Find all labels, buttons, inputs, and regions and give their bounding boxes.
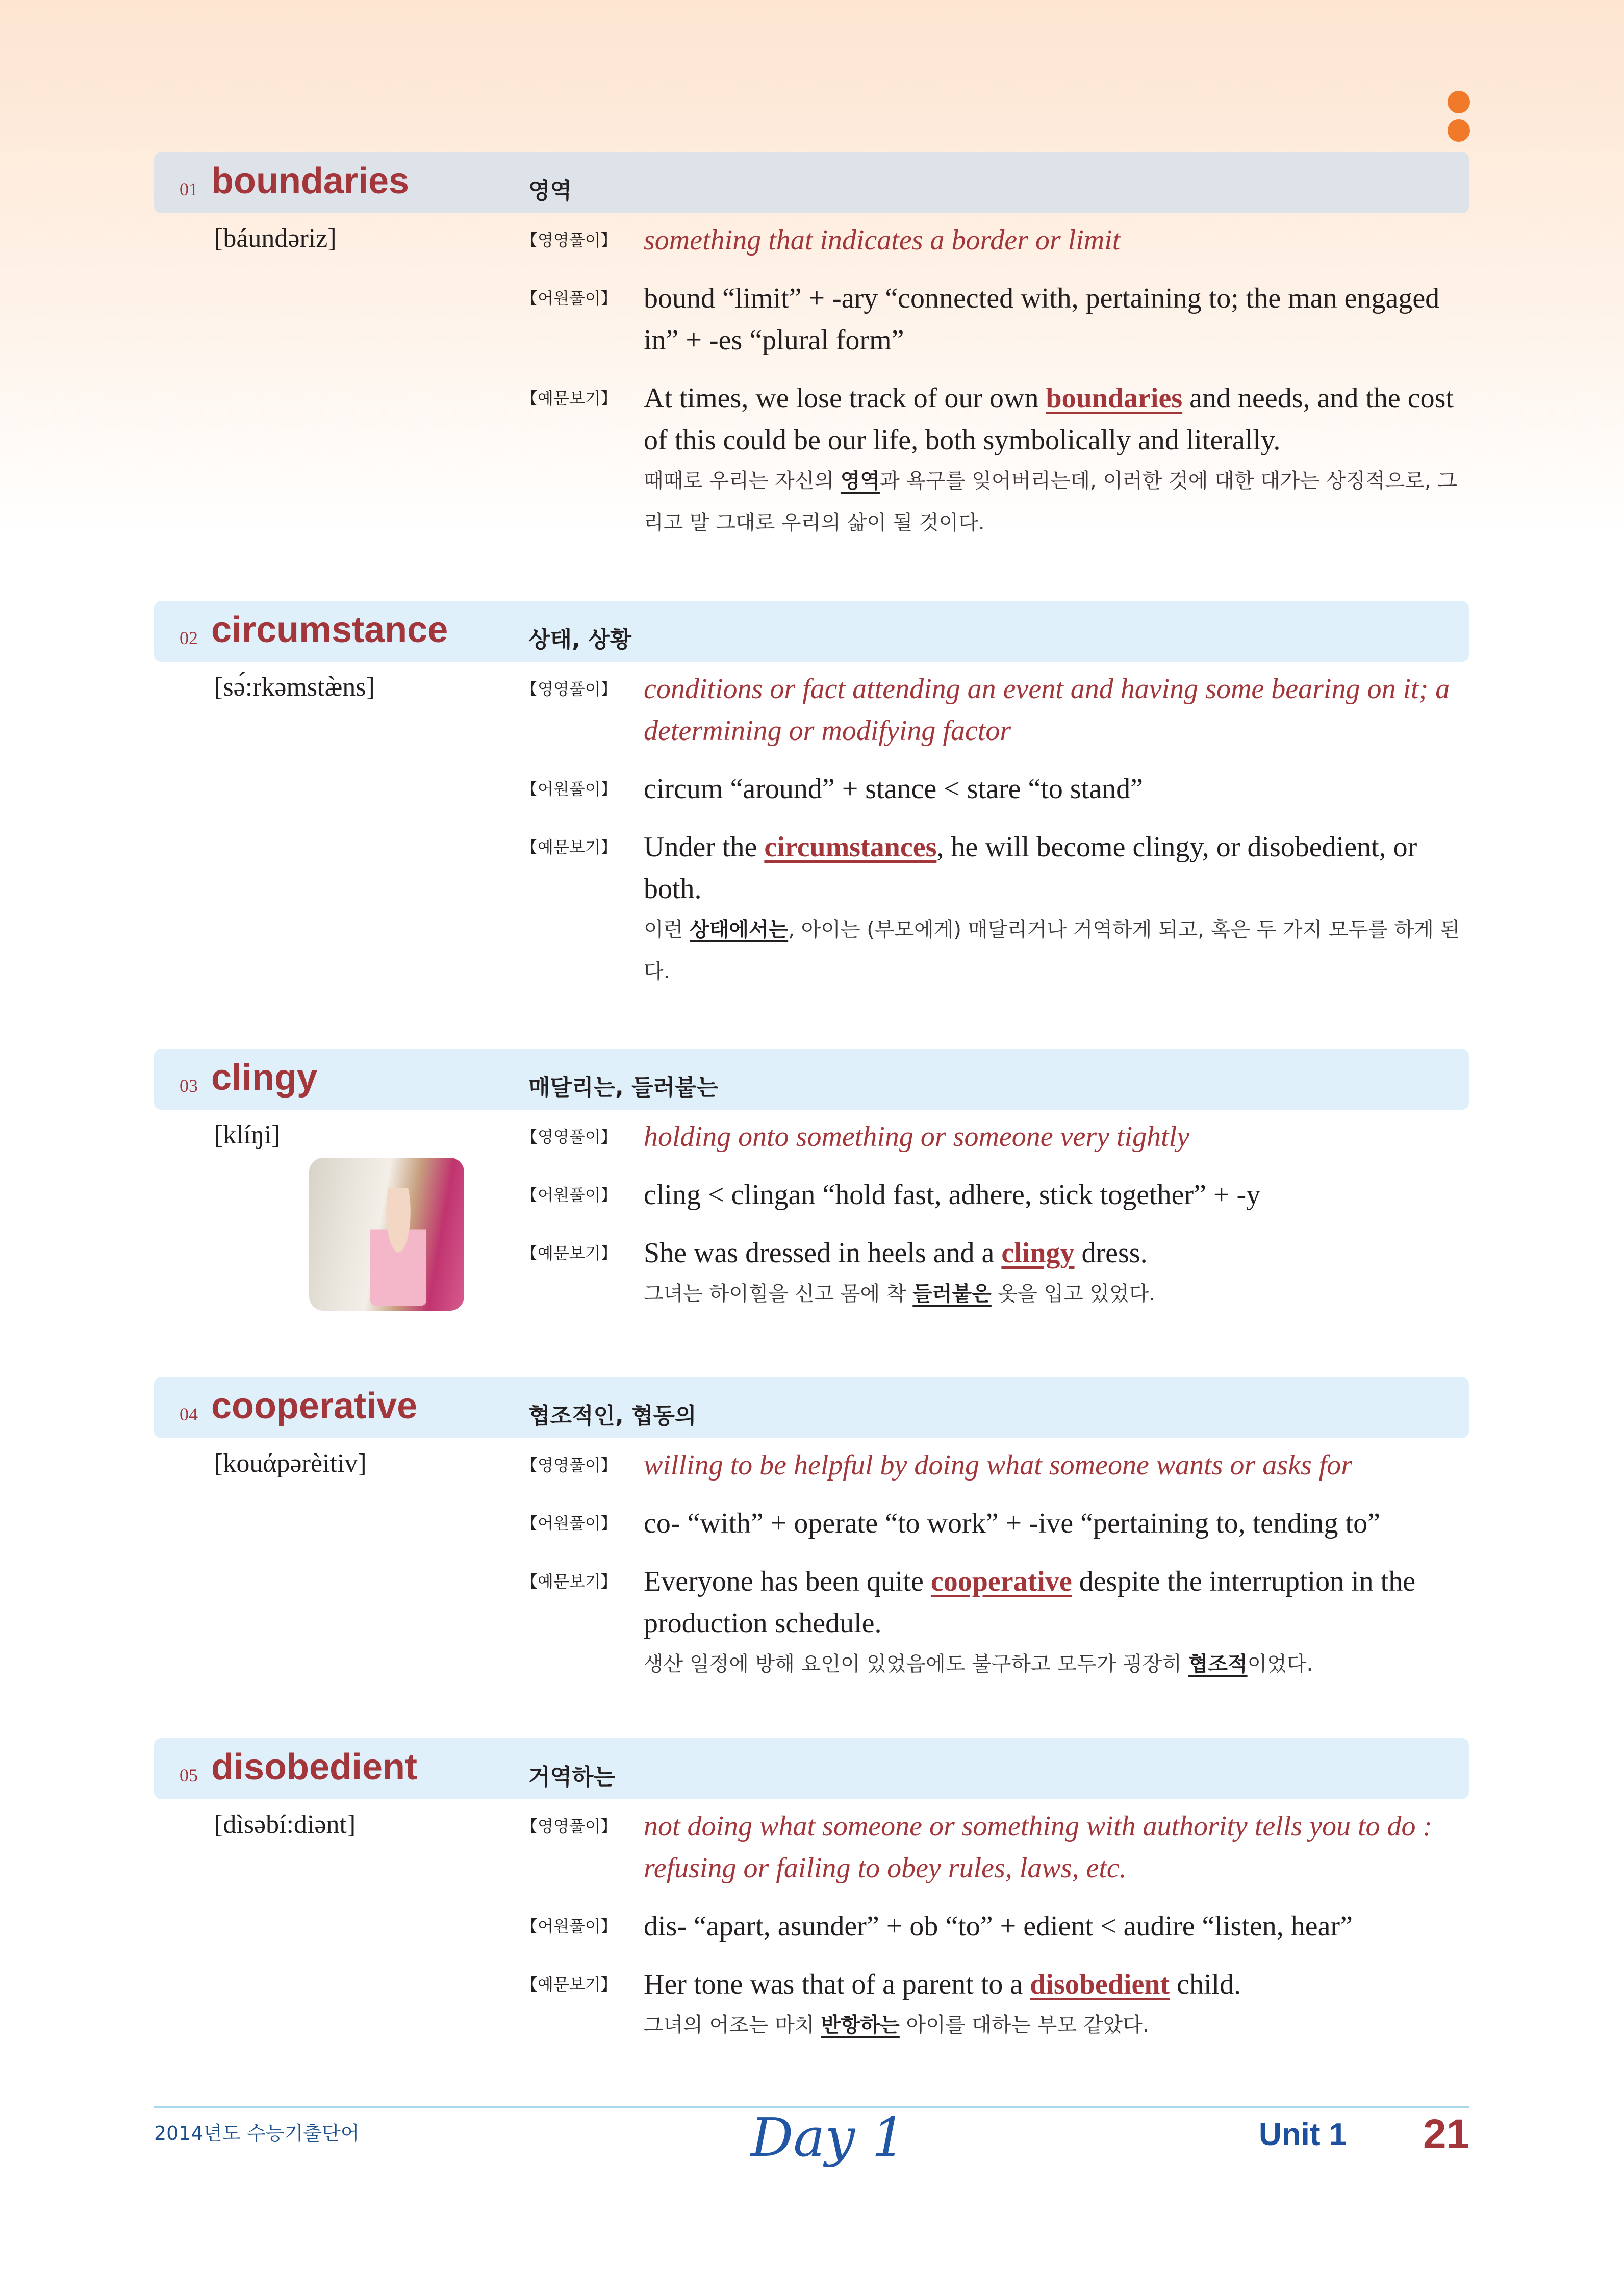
definition-row [521,1116,1475,1158]
definition-tag: 【영영풀이】 [521,1817,617,1836]
dot-icon [1448,91,1470,113]
example-translation: 생산 일정에 방해 요인이 있었음에도 불구하고 모두가 굉장히 협조적이었다. [644,1652,1313,1676]
example-tag: 【예문보기】 [521,1975,617,1994]
highlighted-translation: 협조적 [1188,1652,1248,1676]
example-tag: 【예문보기】 [521,837,617,857]
example-tag: 【예문보기】 [521,389,617,408]
example-row [521,1963,1475,2046]
vocab-entry [154,1049,1469,1306]
entry-pronunciation: [dìsəbí:diənt] [214,1810,356,1839]
example-row [521,1561,1475,1685]
definition-tag: 【영영풀이】 [521,679,617,699]
example-sentence: She was dressed in heels and a clingy dress. [644,1237,1148,1269]
footer-day: Day 1 [751,2106,906,2169]
etymology-text: bound “limit” + -ary “connected with, pertaining to; the man engaged in” + -es “plural form” [644,283,1440,356]
definition-text: not doing what someone or something with authority tells you to do : refusing or failing to obey rules, laws, etc. [644,1810,1433,1884]
entry-number: 01 [180,179,198,199]
entry-word: circumstance [211,609,448,650]
example-translation: 이런 상태에서는, 아이는 (부모에게) 매달리거나 거역하게 되고, 혹은 두 가지 모두를 하게 된다. [644,918,1460,983]
entry-word: disobedient [211,1747,418,1788]
entry-meaning: 매달리는, 들러붙는 [528,1075,719,1101]
definition-tag: 【영영풀이】 [521,231,617,250]
example-row [521,1232,1475,1315]
entry-number: 02 [180,628,198,648]
entry-word: boundaries [211,161,410,201]
entry-number: 04 [180,1404,198,1424]
highlighted-word: circumstances [764,831,937,863]
example-row [521,377,1475,544]
child-photo [309,1158,464,1311]
entry-header-bar [154,152,1469,213]
definition-tag: 【영영풀이】 [521,1127,617,1146]
example-translation: 때때로 우리는 자신의 영역과 욕구를 잊어버리는데, 이러한 것에 대한 대가는 상징적으로, 그리고 말 그대로 우리의 삶이 될 것이다. [644,469,1457,534]
entry-meaning: 영역 [528,178,572,204]
entry-pronunciation: [klíŋi] [214,1120,281,1150]
definition-text: conditions or fact attending an event and having some bearing on it; a determining or modifying factor [644,673,1450,747]
example-sentence: Under the circumstances, he will become clingy, or disobedient, or both. [644,831,1417,905]
definition-text: willing to be helpful by doing what someone wants or asks for [644,1449,1353,1481]
entry-header-bar [154,1738,1469,1799]
highlighted-word: cooperative [930,1566,1072,1597]
vocab-entry [154,1738,1469,2037]
etymology-tag: 【어원풀이】 [521,1514,617,1533]
etymology-row [521,1502,1475,1544]
definition-text: something that indicates a border or limit [644,224,1121,256]
example-translation: 그녀의 어조는 마치 반항하는 아이를 대하는 부모 같았다. [644,2013,1149,2037]
example-translation: 그녀는 하이힐을 신고 몸에 착 들러붙은 옷을 입고 있었다. [644,1282,1156,1306]
highlighted-translation: 영역 [840,469,880,493]
definition-row [521,668,1475,752]
entry-number: 05 [180,1765,198,1785]
highlighted-translation: 들러붙은 [912,1282,992,1306]
entry-pronunciation: [kouάpərèitiv] [214,1449,367,1478]
entry-pronunciation: [sə́:rkəmstæ̀ns] [214,673,375,702]
vocab-entry [154,152,1469,534]
footer-book-title: 2014년도 수능기출단어 [154,2122,360,2145]
entry-header-bar [154,601,1469,662]
entry-meaning: 상태, 상황 [528,627,632,653]
entry-number: 03 [180,1076,198,1096]
vocab-entry [154,601,1469,983]
entry-pronunciation: [báundəriz] [214,224,337,253]
definition-tag: 【영영풀이】 [521,1456,617,1475]
highlighted-translation: 상태에서는 [690,918,789,941]
definition-row [521,1805,1475,1889]
child-figure [370,1188,426,1306]
etymology-text: co- “with” + operate “to work” + -ive “pertaining to, tending to” [644,1508,1380,1539]
etymology-tag: 【어원풀이】 [521,289,617,308]
example-sentence: Her tone was that of a parent to a disobedient child. [644,1969,1241,2000]
entry-header-bar [154,1049,1469,1110]
highlighted-translation: 반항하는 [821,2013,900,2037]
dot-icon [1448,119,1470,142]
highlighted-word: clingy [1001,1237,1075,1269]
etymology-row [521,277,1475,361]
example-row [521,826,1475,992]
definition-row [521,1444,1475,1486]
etymology-text: circum “around” + stance < stare “to stand” [644,773,1143,805]
definition-row [521,219,1475,261]
etymology-row [521,1905,1475,1947]
entry-header-bar [154,1377,1469,1438]
footer-unit: Unit 1 [1259,2117,1347,2152]
etymology-row [521,768,1475,810]
etymology-tag: 【어원풀이】 [521,1917,617,1936]
definition-text: holding onto something or someone very tightly [644,1121,1190,1153]
etymology-text: dis- “apart, asunder” + ob “to” + edient < audire “listen, hear” [644,1910,1353,1942]
highlighted-word: boundaries [1046,382,1183,414]
vocab-entry [154,1377,1469,1676]
example-sentence: At times, we lose track of our own boundaries and needs, and the cost of this could be our life, both symbolically and literally. [644,382,1454,456]
entry-word: clingy [211,1057,318,1098]
entry-meaning: 거역하는 [528,1764,616,1790]
example-tag: 【예문보기】 [521,1243,617,1263]
etymology-row [521,1174,1475,1216]
example-sentence: Everyone has been quite cooperative despite the interruption in the production schedule. [644,1566,1416,1639]
page-number: 21 [1423,2111,1470,2157]
etymology-tag: 【어원풀이】 [521,779,617,799]
example-tag: 【예문보기】 [521,1572,617,1591]
etymology-text: cling < clingan “hold fast, adhere, stick together” + -y [644,1179,1261,1211]
etymology-tag: 【어원풀이】 [521,1185,617,1205]
entry-word: cooperative [211,1386,418,1426]
decorative-dots [1448,91,1470,148]
entry-meaning: 협조적인, 협동의 [528,1403,697,1429]
highlighted-word: disobedient [1030,1969,1170,2000]
